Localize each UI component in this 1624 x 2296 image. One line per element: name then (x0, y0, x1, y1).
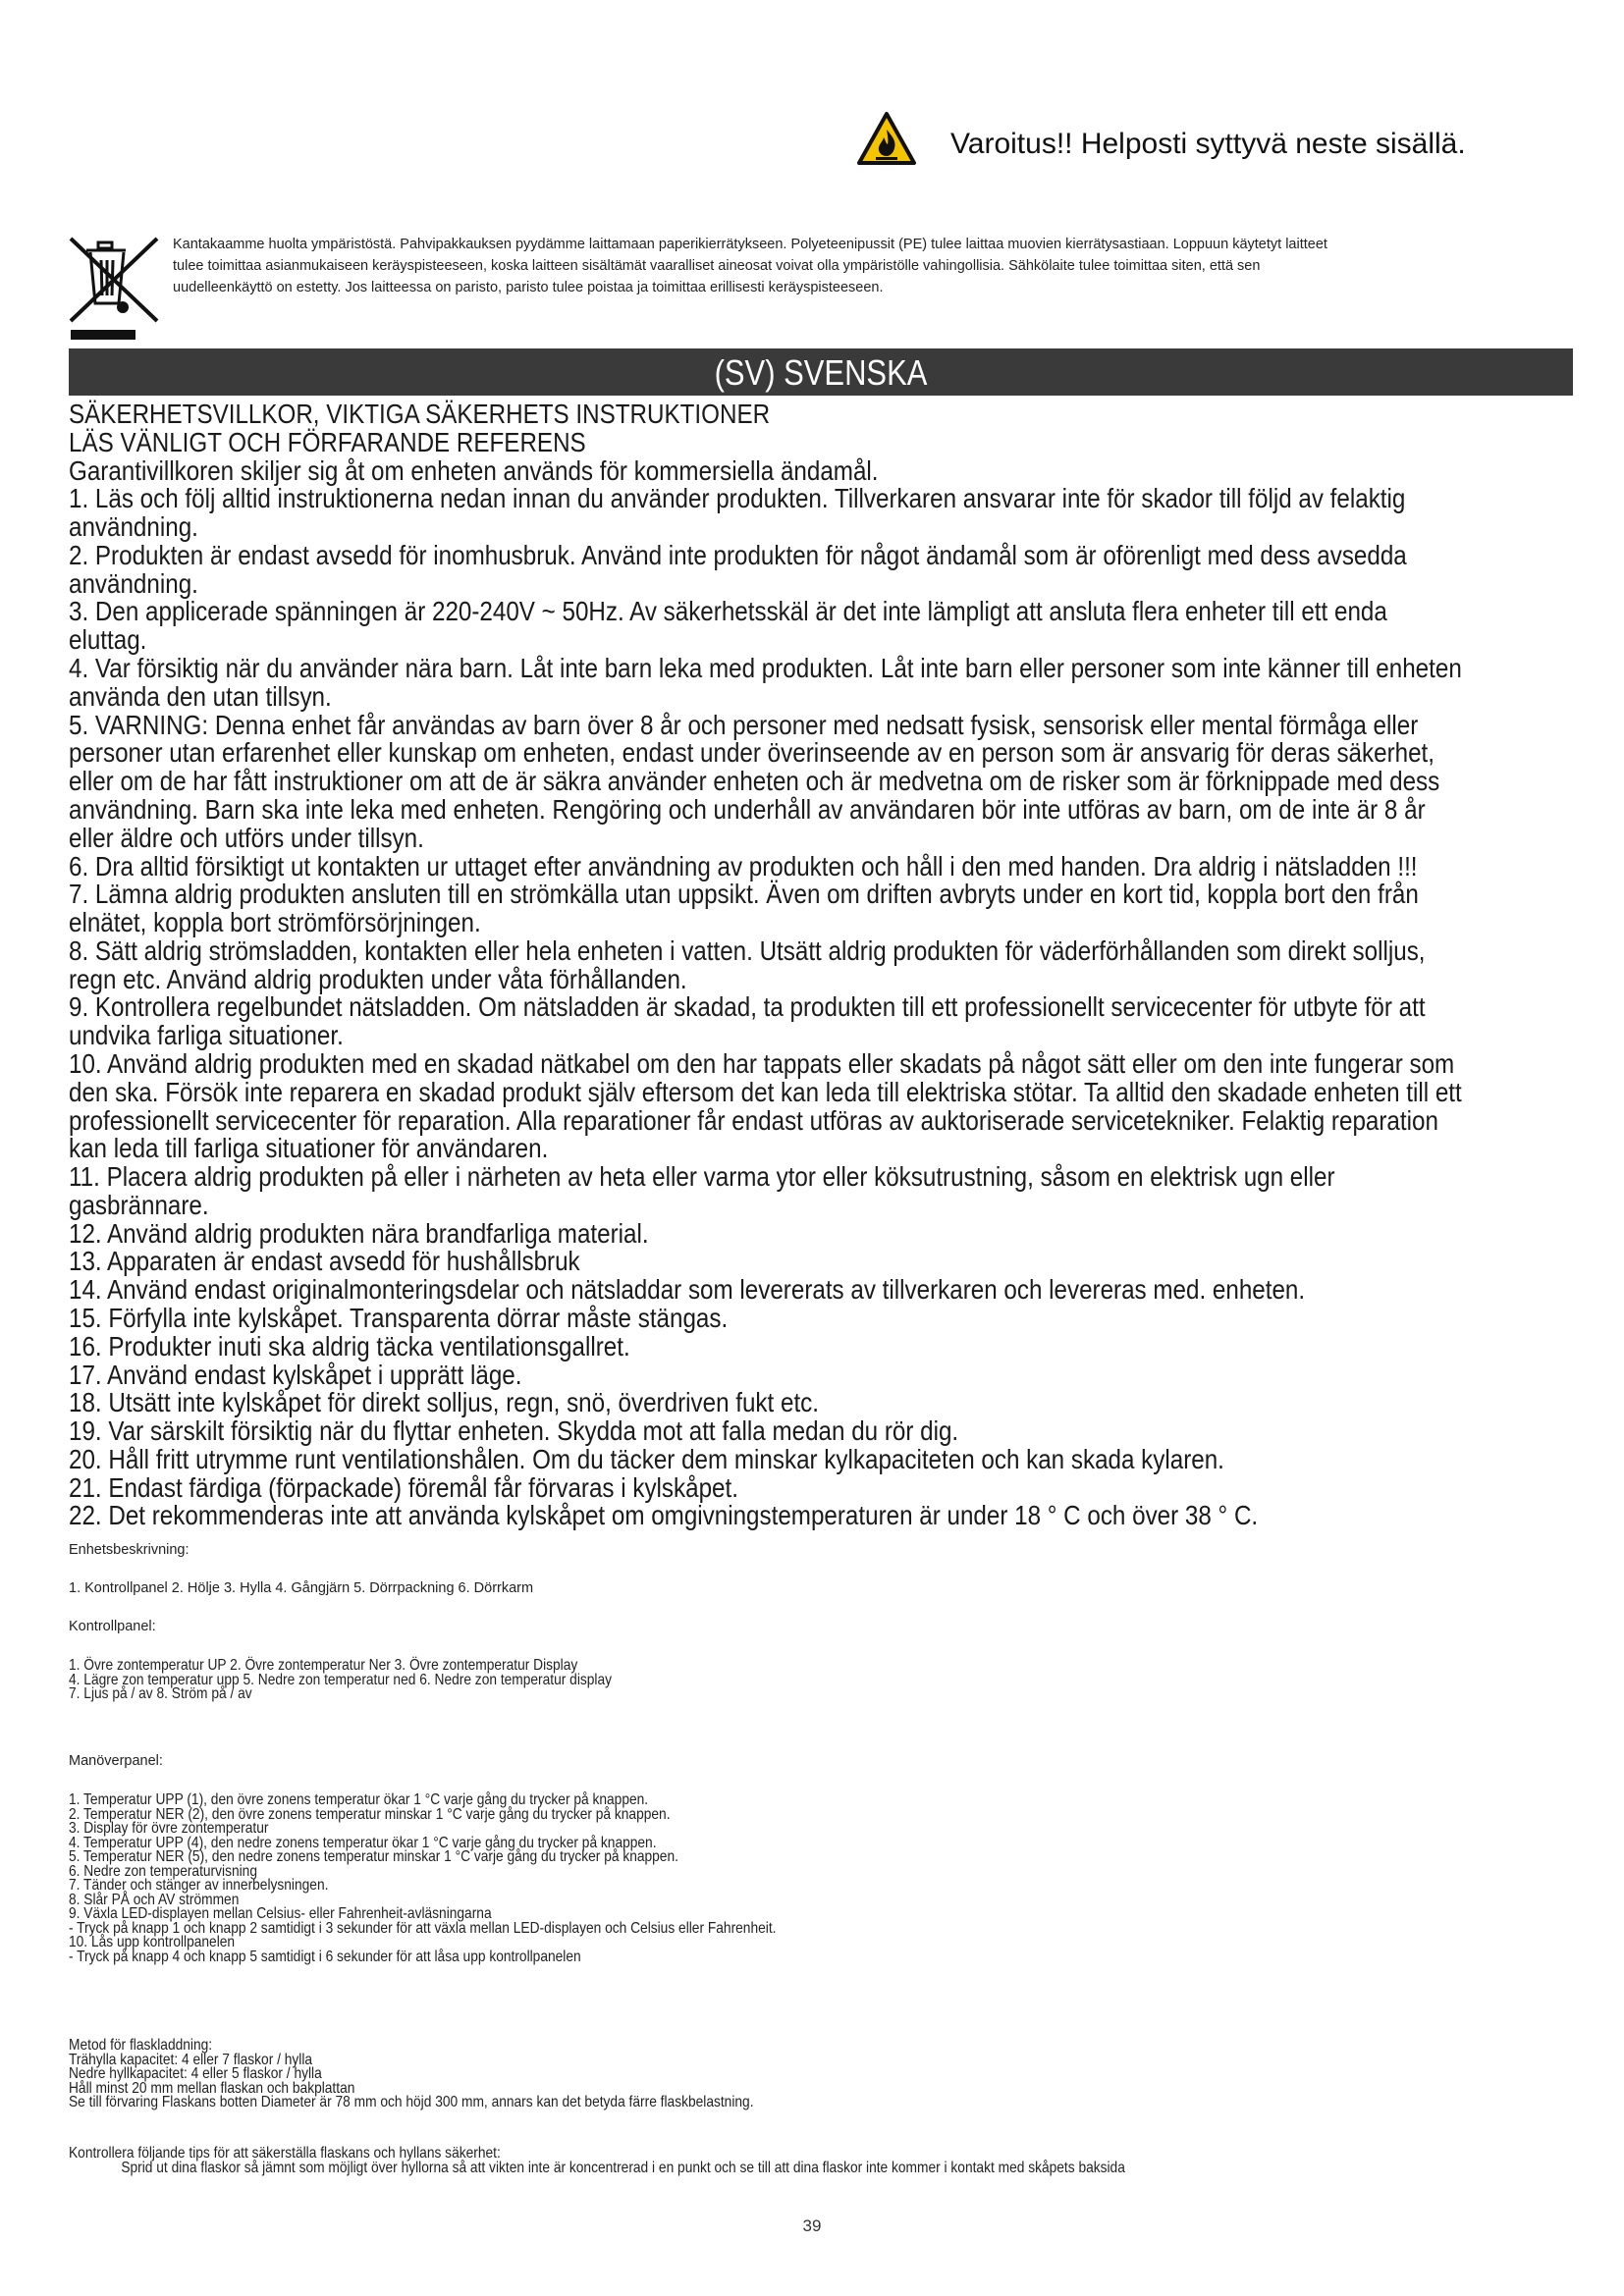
safety-line: 7. Lämna aldrig produkten ansluten till en strömkälla utan uppsikt. Även om driften avbryts under en kort tid, koppla bort den från (69, 879, 1419, 910)
language-banner (69, 348, 1573, 396)
tips-text: Sprid ut dina flaskor så jämnt som möjligt över hyllorna så att vikten inte är koncentrerad i en punkt och se till att dina flaskor inte kommer i kontakt med skåpets baksida (121, 2159, 1125, 2176)
safety-line: den ska. Försök inte reparera en skadad produkt själv eftersom det kan leda till elektriska stötar. Ta alltid den skadade enheten till ett (69, 1076, 1462, 1107)
operator-panel-line: 1. Temperatur UPP (1), den övre zonens temperatur ökar 1 °C varje gång du trycker på knappen. (69, 1791, 649, 1808)
safety-line: 2. Produkten är endast avsedd för inomhusbruk. Använd inte produkten för något ändamål som är oförenligt med dess avsedda (69, 539, 1407, 570)
recycling-notice (173, 234, 1567, 298)
operator-panel-line: 6. Nedre zon temperaturvisning (69, 1862, 257, 1880)
safety-line: elnätet, koppla bort strömförsörjningen. (69, 907, 481, 938)
safety-line: användning. (69, 511, 198, 543)
safety-line: professionellt servicecenter för reparation. Alla reparationer får endast utföras av auktoriserade servicetekniker. Felaktig reparation (69, 1104, 1438, 1136)
page-number: 39 (802, 2216, 822, 2235)
safety-line: 17. Använd endast kylskåpet i upprätt läge. (69, 1359, 522, 1390)
safety-line: eller om de har fått instruktioner om att de är säkra använder enheten och är medvetna om de risker som är förknippade med dess (69, 766, 1440, 797)
safety-line: 9. Kontrollera regelbundet nätsladden. Om nätsladden är skadad, ta produkten till ett professionellt servicecenter för utbyte för att (69, 991, 1426, 1023)
bottle-loading-line: Nedre hyllkapacitet: 4 eller 5 flaskor / hylla (69, 2065, 322, 2082)
safety-line: användning. Barn ska inte leka med enheten. Rengöring och underhåll av användaren bör inte utföras av barn, om de inte är 8 år (69, 793, 1426, 825)
safety-line: 3. Den applicerade spänningen är 220-240V ~ 50Hz. Av säkerhetsskäl är det inte lämpligt att ansluta flera enheter till ett enda (69, 596, 1387, 627)
safety-line: användning. (69, 567, 198, 599)
operator-panel-line: 3. Display för övre zontemperatur (69, 1820, 269, 1837)
safety-line: 5. VARNING: Denna enhet får användas av barn över 8 år och personer med nedsatt fysisk, sensorisk eller mental förmåga eller (69, 709, 1419, 740)
bottle-loading-line: Se till förvaring Flaskans botten Diameter är 78 mm och höjd 300 mm, annars kan det betyda färre flaskbelastning. (69, 2094, 754, 2110)
flammable-warning-icon (856, 111, 917, 166)
operator-panel-line: 10. Lås upp kontrollpanelen (69, 1934, 236, 1950)
bottle-loading-line: Metod för flaskladdning: (69, 2037, 213, 2054)
safety-line: 13. Apparaten är endast avsedd för hushållsbruk (69, 1246, 580, 1277)
safety-line: eluttag. (69, 624, 147, 656)
operator-panel-line: 4. Temperatur UPP (4), den nedre zonens temperatur ökar 1 °C varje gång du trycker på knappen. (69, 1834, 657, 1851)
language-title: (SV) SVENSKA (714, 352, 928, 393)
operator-panel-line: 8. Slår PÅ och AV strömmen (69, 1891, 240, 1908)
safety-line: Garantivillkoren skiljer sig åt om enheten används för kommersiella ändamål. (69, 454, 879, 486)
control-panel-line: 7. Ljus på / av 8. Ström på / av (69, 1685, 252, 1702)
bottle-loading (69, 2039, 865, 2110)
safety-line: 16. Produkter inuti ska aldrig täcka ventilationsgallret. (69, 1330, 630, 1362)
control-panel-list (69, 1659, 700, 1702)
operator-panel-line: 7. Tänder och stänger av innerbelysningen. (69, 1877, 329, 1894)
safety-line: kan leda till farliga situationer för användaren. (69, 1133, 549, 1164)
safety-line: gasbrännare. (69, 1189, 209, 1220)
recycling-line: Kantakaamme huolta ympäristöstä. Pahvipakkauksen pyydämme laittamaan paperikierrätykseen. Polyeteenipussit (PE) tulee laittaa muovien kierrätysastiaan. Loppuun käytetyt laitteet (173, 237, 1327, 252)
safety-line: 22. Det rekommenderas inte att använda kylskåpet om omgivningstemperaturen är under 18 ° C och över 38 ° C. (69, 1500, 1259, 1531)
safety-line: använda den utan tillsyn. (69, 680, 332, 712)
device-description-heading: Enhetsbeskrivning: (69, 1542, 189, 1558)
safety-line: LÄS VÄNLIGT OCH FÖRFARANDE REFERENS (69, 426, 586, 457)
operator-panel-line: 5. Temperatur NER (5), den nedre zonens temperatur minskar 1 °C varje gång du trycker på knappen. (69, 1848, 678, 1865)
safety-instructions (69, 399, 1581, 1533)
safety-line: eller äldre och utförs under tillsyn. (69, 822, 424, 853)
safety-line: 8. Sätt aldrig strömsladden, kontakten eller hela enheten i vatten. Utsätt aldrig produkten för väderförhållanden som direkt solljus, (69, 934, 1426, 966)
operator-panel-heading: Manöverpanel: (69, 1753, 163, 1769)
operator-panel-line: - Tryck på knapp 1 och knapp 2 samtidigt i 3 sekunder för att växla mellan LED-displayen och Celsius eller Fahrenheit. (69, 1919, 777, 1937)
safety-line: 20. Håll fritt utrymme runt ventilationshålen. Om du täcker dem minskar kylkapaciteten och kan skada kylaren. (69, 1443, 1224, 1474)
tips-heading: Kontrollera följande tips för att säkerställa flaskans och hyllans säkerhet: (69, 2145, 501, 2162)
safety-line: 14. Använd endast originalmonteringsdelar och nätsladdar som levererats av tillverkaren och levereras med. enheten. (69, 1274, 1306, 1306)
operator-panel-line: - Tryck på knapp 4 och knapp 5 samtidigt i 6 sekunder för att låsa upp kontrollpanelen (69, 1948, 581, 1965)
safety-line: 1. Läs och följ alltid instruktionerna nedan innan du använder produkten. Tillverkaren ansvarar inte för skador till följd av felaktig (69, 483, 1406, 514)
control-panel-line: 1. Övre zontemperatur UP 2. Övre zontemperatur Ner 3. Övre zontemperatur Display (69, 1657, 578, 1674)
recycling-line: uudelleenkäyttö on estetty. Jos laitteessa on paristo, paristo tulee poistaa ja toimittaa erillisesti keräyspisteeseen. (173, 280, 884, 295)
bottle-loading-line: Håll minst 20 mm mellan flaskan och bakplattan (69, 2079, 355, 2097)
safety-line: 19. Var särskilt försiktig när du flyttar enheten. Skydda mot att falla medan du rör dig. (69, 1415, 959, 1447)
bottle-loading-line: Trähylla kapacitet: 4 eller 7 flaskor / hylla (69, 2051, 313, 2068)
flammable-warning-text: Varoitus!! Helposti syttyvä neste sisällä. (950, 128, 1466, 160)
safety-line: 6. Dra alltid försiktigt ut kontakten ur uttaget efter användning av produkten och håll i den med handen. Dra aldrig i nätsladden !!! (69, 850, 1418, 881)
operator-panel-list (69, 1793, 892, 1964)
bottle-safety-tips (69, 2147, 1297, 2175)
operator-panel-line: 2. Temperatur NER (2), den övre zonens temperatur minskar 1 °C varje gång du trycker på knappen. (69, 1805, 671, 1823)
safety-line: regn etc. Använd aldrig produkten under våta förhållanden. (69, 963, 687, 994)
safety-line: 18. Utsätt inte kylskåpet för direkt solljus, regn, snö, överdriven fukt etc. (69, 1387, 819, 1418)
weee-bar (71, 330, 135, 340)
safety-line: personer utan erfarenhet eller kunskap om enheten, endast under överinseende av en person som är ansvarig för deras säkerhet, (69, 737, 1435, 769)
safety-line: 11. Placera aldrig produkten på eller i närheten av heta eller varma ytor eller köksutrustning, såsom en elektrisk ugn eller (69, 1161, 1335, 1193)
device-description-text: 1. Kontrollpanel 2. Hölje 3. Hylla 4. Gångjärn 5. Dörrpackning 6. Dörrkarm (69, 1580, 534, 1596)
recycling-line: tulee toimittaa asianmukaiseen keräyspisteeseen, koska laitteen sisältämät vaaralliset aineosat voivat olla ympäristölle vahingollisia. Sähkölaite tulee toimittaa siten, että sen (173, 258, 1261, 274)
safety-line: SÄKERHETSVILLKOR, VIKTIGA SÄKERHETS INSTRUKTIONER (69, 399, 771, 429)
crossed-out-bin-icon (69, 231, 159, 329)
safety-line: 12. Använd aldrig produkten nära brandfarliga material. (69, 1217, 649, 1249)
control-panel-line: 4. Lägre zon temperatur upp 5. Nedre zon temperatur ned 6. Nedre zon temperatur display (69, 1671, 613, 1688)
safety-line: 10. Använd aldrig produkten med en skadad nätkabel om den har tappats eller skadats på något sätt eller om den inte fungerar som (69, 1047, 1455, 1079)
safety-line: 4. Var försiktig när du använder nära barn. Låt inte barn leka med produkten. Låt inte barn eller personer som inte känner till enheten (69, 653, 1462, 684)
operator-panel-line: 9. Växla LED-displayen mellan Celsius- eller Fahrenheit-avläsningarna (69, 1905, 492, 1922)
safety-line: 21. Endast färdiga (förpackade) föremål får förvaras i kylskåpet. (69, 1471, 738, 1503)
control-panel-heading: Kontrollpanel: (69, 1619, 156, 1634)
safety-line: 15. Förfylla inte kylskåpet. Transparenta dörrar måste stängas. (69, 1303, 729, 1333)
safety-line: undvika farliga situationer. (69, 1020, 344, 1051)
